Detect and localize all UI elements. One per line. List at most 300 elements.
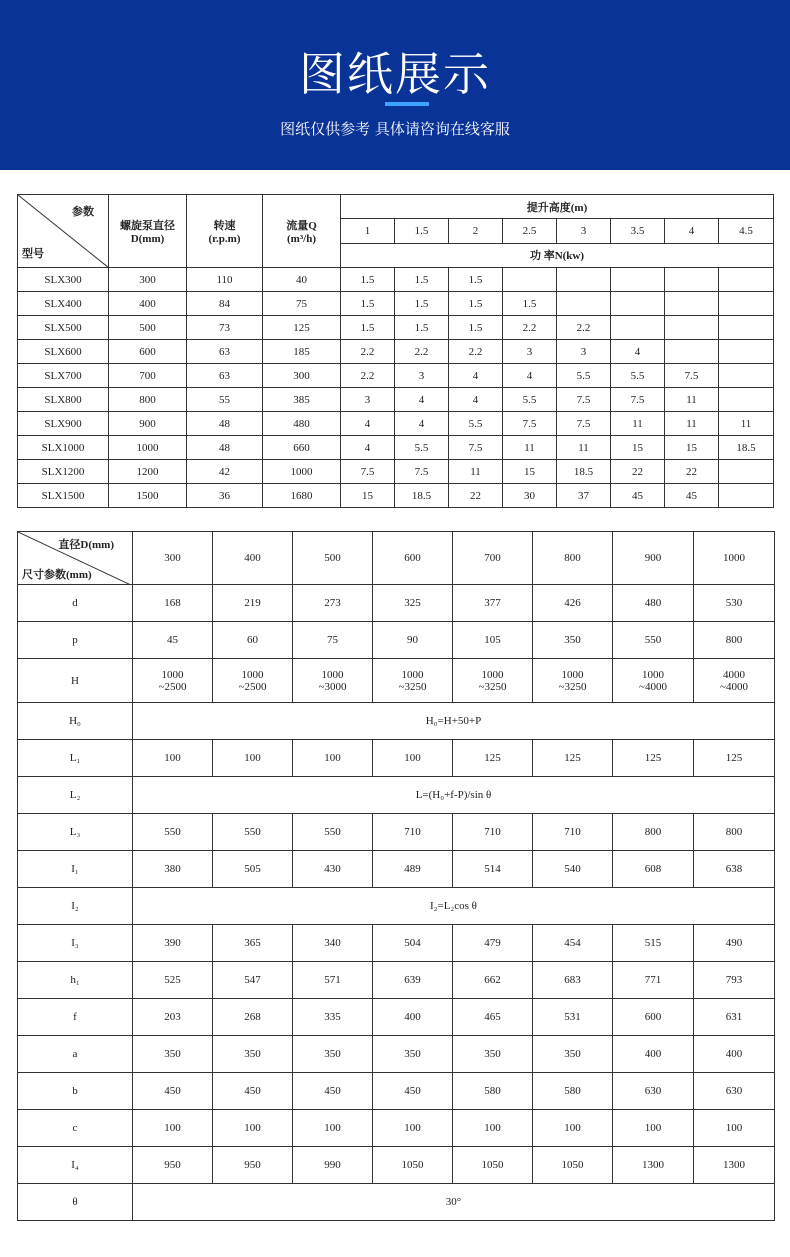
parameter-label-cell: H xyxy=(18,659,133,703)
col-diameter-label: 螺旋泵直径D(mm) xyxy=(120,220,175,245)
value-cell: 168 xyxy=(133,585,213,622)
speed-cell: 63 xyxy=(187,364,263,388)
power-cell: 4 xyxy=(341,436,395,460)
power-cell: 2.2 xyxy=(395,340,449,364)
power-cell xyxy=(611,292,665,316)
power-cell: 11 xyxy=(503,436,557,460)
power-cell: 11 xyxy=(665,388,719,412)
power-cell: 7.5 xyxy=(341,460,395,484)
power-cell: 15 xyxy=(611,436,665,460)
power-cell: 11 xyxy=(665,412,719,436)
parameter-label-cell: I₁ xyxy=(18,851,133,888)
table-row xyxy=(18,292,774,316)
parameter-label-cell: h₁ xyxy=(18,962,133,999)
value-cell: 100 xyxy=(373,740,453,777)
performance-table xyxy=(17,194,774,508)
col-flow-header xyxy=(263,195,341,268)
value-cell: 710 xyxy=(533,814,613,851)
value-cell: 480 xyxy=(613,585,694,622)
table-row xyxy=(18,364,774,388)
lift-value-cell: 2.5 xyxy=(503,219,557,243)
value-cell: 710 xyxy=(373,814,453,851)
value-cell: 273 xyxy=(293,585,373,622)
power-cell xyxy=(611,268,665,292)
formula-cell: I₂=L₂cos θ xyxy=(133,888,775,925)
value-cell: 390 xyxy=(133,925,213,962)
power-cell: 5.5 xyxy=(449,412,503,436)
power-cell xyxy=(611,316,665,340)
table-row xyxy=(18,659,775,703)
power-cell: 2.2 xyxy=(341,340,395,364)
value-cell: 350 xyxy=(453,1036,533,1073)
power-cell: 11 xyxy=(449,460,503,484)
flow-cell: 185 xyxy=(263,340,341,364)
header-banner xyxy=(0,0,790,170)
lift-value-cell: 4 xyxy=(665,219,719,243)
value-cell: 800 xyxy=(613,814,694,851)
value-cell: 514 xyxy=(453,851,533,888)
corner-bottom-label: 型号 xyxy=(22,248,44,260)
diameter-header-cell: 700 xyxy=(453,532,533,585)
power-cell: 15 xyxy=(341,484,395,508)
value-cell: 608 xyxy=(613,851,694,888)
diameter-header-cell: 400 xyxy=(213,532,293,585)
value-cell: 1000 ~2500 xyxy=(133,659,213,703)
diameter-header-cell: 500 xyxy=(293,532,373,585)
power-cell: 1.5 xyxy=(341,292,395,316)
power-cell: 7.5 xyxy=(557,412,611,436)
table-row xyxy=(18,1147,775,1184)
corner-bottom-label: 尺寸参数(mm) xyxy=(22,569,92,581)
value-cell: 990 xyxy=(293,1147,373,1184)
table-row xyxy=(18,740,775,777)
diameter-cell: 800 xyxy=(109,388,187,412)
value-cell: 550 xyxy=(613,622,694,659)
power-cell: 4 xyxy=(449,364,503,388)
table-row xyxy=(18,777,775,814)
dimension-table xyxy=(17,531,775,1221)
power-cell xyxy=(719,340,774,364)
value-cell: 550 xyxy=(133,814,213,851)
model-cell: SLX700 xyxy=(18,364,109,388)
value-cell: 550 xyxy=(293,814,373,851)
power-cell xyxy=(719,460,774,484)
value-cell: 454 xyxy=(533,925,613,962)
power-cell: 4 xyxy=(503,364,557,388)
power-cell: 1.5 xyxy=(395,292,449,316)
power-cell: 30 xyxy=(503,484,557,508)
power-cell: 22 xyxy=(611,460,665,484)
title-underline xyxy=(385,102,429,106)
parameter-label-cell: p xyxy=(18,622,133,659)
lift-value-cell: 2 xyxy=(449,219,503,243)
power-cell: 18.5 xyxy=(395,484,449,508)
table-row xyxy=(18,1073,775,1110)
power-cell: 4 xyxy=(395,412,449,436)
power-cell: 45 xyxy=(665,484,719,508)
parameter-label-cell: I₂ xyxy=(18,888,133,925)
flow-cell: 660 xyxy=(263,436,341,460)
diameter-header-cell: 1000 xyxy=(694,532,775,585)
power-cell: 4 xyxy=(341,412,395,436)
parameter-label-cell: L₃ xyxy=(18,814,133,851)
flow-cell: 1000 xyxy=(263,460,341,484)
flow-cell: 40 xyxy=(263,268,341,292)
diameter-cell: 400 xyxy=(109,292,187,316)
speed-cell: 110 xyxy=(187,268,263,292)
diameter-header-cell: 600 xyxy=(373,532,453,585)
power-cell xyxy=(719,364,774,388)
value-cell: 219 xyxy=(213,585,293,622)
table-row xyxy=(18,340,774,364)
power-cell xyxy=(665,340,719,364)
power-cell: 22 xyxy=(665,460,719,484)
value-cell: 100 xyxy=(533,1110,613,1147)
model-cell: SLX800 xyxy=(18,388,109,412)
speed-cell: 48 xyxy=(187,436,263,460)
power-cell: 3 xyxy=(341,388,395,412)
power-cell: 15 xyxy=(665,436,719,460)
value-cell: 400 xyxy=(694,1036,775,1073)
value-cell: 268 xyxy=(213,999,293,1036)
value-cell: 631 xyxy=(694,999,775,1036)
power-cell: 7.5 xyxy=(449,436,503,460)
formula-cell: 30° xyxy=(133,1184,775,1221)
value-cell: 1000 ~2500 xyxy=(213,659,293,703)
value-cell: 350 xyxy=(373,1036,453,1073)
power-cell: 7.5 xyxy=(503,412,557,436)
power-cell: 11 xyxy=(719,412,774,436)
value-cell: 490 xyxy=(694,925,775,962)
value-cell: 1050 xyxy=(373,1147,453,1184)
power-cell: 3 xyxy=(395,364,449,388)
value-cell: 335 xyxy=(293,999,373,1036)
value-cell: 771 xyxy=(613,962,694,999)
value-cell: 450 xyxy=(293,1073,373,1110)
flow-cell: 125 xyxy=(263,316,341,340)
value-cell: 400 xyxy=(373,999,453,1036)
power-cell: 45 xyxy=(611,484,665,508)
col-flow-label: 流量Q xyxy=(286,220,317,232)
value-cell: 203 xyxy=(133,999,213,1036)
value-cell: 1300 xyxy=(694,1147,775,1184)
table-row xyxy=(18,814,775,851)
flow-cell: 1680 xyxy=(263,484,341,508)
model-cell: SLX400 xyxy=(18,292,109,316)
lift-value-cell: 3 xyxy=(557,219,611,243)
value-cell: 710 xyxy=(453,814,533,851)
value-cell: 950 xyxy=(213,1147,293,1184)
corner-cell xyxy=(18,532,133,585)
power-cell: 5.5 xyxy=(557,364,611,388)
value-cell: 100 xyxy=(133,1110,213,1147)
lift-height-header: 提升高度(m) xyxy=(341,195,774,219)
power-cell: 7.5 xyxy=(611,388,665,412)
corner-cell xyxy=(18,195,109,268)
value-cell: 1000 ~3250 xyxy=(453,659,533,703)
header-row xyxy=(18,532,775,585)
value-cell: 400 xyxy=(613,1036,694,1073)
power-header: 功 率N(kw) xyxy=(341,243,774,267)
value-cell: 90 xyxy=(373,622,453,659)
power-cell: 1.5 xyxy=(449,292,503,316)
parameter-label-cell: d xyxy=(18,585,133,622)
power-cell: 1.5 xyxy=(395,268,449,292)
power-cell: 7.5 xyxy=(665,364,719,388)
diameter-cell: 1200 xyxy=(109,460,187,484)
value-cell: 100 xyxy=(213,1110,293,1147)
model-cell: SLX600 xyxy=(18,340,109,364)
value-cell: 100 xyxy=(133,740,213,777)
model-cell: SLX1000 xyxy=(18,436,109,460)
power-cell: 4 xyxy=(611,340,665,364)
value-cell: 377 xyxy=(453,585,533,622)
power-cell xyxy=(665,316,719,340)
power-cell: 3 xyxy=(503,340,557,364)
parameter-label-cell: I₄ xyxy=(18,1147,133,1184)
value-cell: 630 xyxy=(613,1073,694,1110)
table-row xyxy=(18,999,775,1036)
corner-top-label: 直径D(mm) xyxy=(58,539,114,551)
power-cell: 1.5 xyxy=(395,316,449,340)
power-cell: 7.5 xyxy=(557,388,611,412)
table-row xyxy=(18,925,775,962)
parameter-label-cell: a xyxy=(18,1036,133,1073)
value-cell: 350 xyxy=(293,1036,373,1073)
flow-cell: 300 xyxy=(263,364,341,388)
value-cell: 60 xyxy=(213,622,293,659)
table-row xyxy=(18,484,774,508)
value-cell: 580 xyxy=(533,1073,613,1110)
value-cell: 662 xyxy=(453,962,533,999)
power-cell xyxy=(719,484,774,508)
power-cell: 5.5 xyxy=(395,436,449,460)
power-cell: 2.2 xyxy=(341,364,395,388)
value-cell: 100 xyxy=(613,1110,694,1147)
diameter-cell: 500 xyxy=(109,316,187,340)
power-cell: 3 xyxy=(557,340,611,364)
value-cell: 479 xyxy=(453,925,533,962)
col-diameter-header xyxy=(109,195,187,268)
value-cell: 100 xyxy=(373,1110,453,1147)
value-cell: 325 xyxy=(373,585,453,622)
power-cell: 11 xyxy=(557,436,611,460)
value-cell: 515 xyxy=(613,925,694,962)
value-cell: 531 xyxy=(533,999,613,1036)
power-cell xyxy=(719,316,774,340)
power-cell xyxy=(719,268,774,292)
speed-cell: 55 xyxy=(187,388,263,412)
diameter-header-cell: 900 xyxy=(613,532,694,585)
value-cell: 638 xyxy=(694,851,775,888)
parameter-label-cell: H₀ xyxy=(18,703,133,740)
value-cell: 525 xyxy=(133,962,213,999)
power-cell xyxy=(719,292,774,316)
diameter-header-cell: 300 xyxy=(133,532,213,585)
value-cell: 100 xyxy=(453,1110,533,1147)
parameter-label-cell: c xyxy=(18,1110,133,1147)
value-cell: 426 xyxy=(533,585,613,622)
value-cell: 105 xyxy=(453,622,533,659)
table-row xyxy=(18,622,775,659)
flow-cell: 75 xyxy=(263,292,341,316)
power-cell: 11 xyxy=(611,412,665,436)
diameter-cell: 600 xyxy=(109,340,187,364)
flow-cell: 385 xyxy=(263,388,341,412)
value-cell: 100 xyxy=(213,740,293,777)
value-cell: 630 xyxy=(694,1073,775,1110)
formula-cell: L=(H₀+f-P)/sin θ xyxy=(133,777,775,814)
value-cell: 100 xyxy=(293,740,373,777)
value-cell: 380 xyxy=(133,851,213,888)
power-cell xyxy=(719,388,774,412)
value-cell: 350 xyxy=(533,1036,613,1073)
col-speed-label: 转速 xyxy=(213,220,236,232)
power-cell: 4 xyxy=(395,388,449,412)
model-cell: SLX1500 xyxy=(18,484,109,508)
power-cell: 1.5 xyxy=(341,268,395,292)
diameter-cell: 300 xyxy=(109,268,187,292)
value-cell: 1050 xyxy=(533,1147,613,1184)
value-cell: 465 xyxy=(453,999,533,1036)
value-cell: 540 xyxy=(533,851,613,888)
flow-cell: 480 xyxy=(263,412,341,436)
power-cell: 18.5 xyxy=(557,460,611,484)
power-cell: 1.5 xyxy=(503,292,557,316)
table-row xyxy=(18,1036,775,1073)
diameter-cell: 1500 xyxy=(109,484,187,508)
power-cell xyxy=(503,268,557,292)
table-row xyxy=(18,388,774,412)
power-cell: 2.2 xyxy=(557,316,611,340)
power-cell: 1.5 xyxy=(449,316,503,340)
power-cell: 5.5 xyxy=(503,388,557,412)
speed-cell: 36 xyxy=(187,484,263,508)
value-cell: 800 xyxy=(694,622,775,659)
power-cell: 5.5 xyxy=(611,364,665,388)
model-cell: SLX500 xyxy=(18,316,109,340)
table-row xyxy=(18,703,775,740)
lift-value-cell: 1 xyxy=(341,219,395,243)
table-row xyxy=(18,1184,775,1221)
power-cell xyxy=(557,292,611,316)
table-row xyxy=(18,316,774,340)
value-cell: 125 xyxy=(613,740,694,777)
speed-cell: 42 xyxy=(187,460,263,484)
table-row xyxy=(18,1110,775,1147)
value-cell: 1000 ~4000 xyxy=(613,659,694,703)
parameter-label-cell: L₂ xyxy=(18,777,133,814)
value-cell: 45 xyxy=(133,622,213,659)
value-cell: 489 xyxy=(373,851,453,888)
model-cell: SLX1200 xyxy=(18,460,109,484)
col-flow-unit: (m³/h) xyxy=(287,233,316,245)
value-cell: 450 xyxy=(373,1073,453,1110)
parameter-label-cell: I₃ xyxy=(18,925,133,962)
speed-cell: 84 xyxy=(187,292,263,316)
value-cell: 100 xyxy=(293,1110,373,1147)
value-cell: 340 xyxy=(293,925,373,962)
diameter-cell: 900 xyxy=(109,412,187,436)
power-cell: 15 xyxy=(503,460,557,484)
value-cell: 100 xyxy=(694,1110,775,1147)
value-cell: 450 xyxy=(213,1073,293,1110)
corner-top-label: 参数 xyxy=(72,206,94,218)
table-row xyxy=(18,436,774,460)
value-cell: 580 xyxy=(453,1073,533,1110)
diameter-header-cell: 800 xyxy=(533,532,613,585)
speed-cell: 73 xyxy=(187,316,263,340)
parameter-label-cell: θ xyxy=(18,1184,133,1221)
value-cell: 1300 xyxy=(613,1147,694,1184)
value-cell: 75 xyxy=(293,622,373,659)
value-cell: 600 xyxy=(613,999,694,1036)
table-row xyxy=(18,851,775,888)
table-row xyxy=(18,268,774,292)
power-cell xyxy=(557,268,611,292)
model-cell: SLX900 xyxy=(18,412,109,436)
value-cell: 505 xyxy=(213,851,293,888)
value-cell: 430 xyxy=(293,851,373,888)
value-cell: 125 xyxy=(533,740,613,777)
speed-cell: 48 xyxy=(187,412,263,436)
value-cell: 1000 ~3250 xyxy=(373,659,453,703)
diameter-cell: 700 xyxy=(109,364,187,388)
header-row xyxy=(18,195,774,219)
parameter-label-cell: b xyxy=(18,1073,133,1110)
power-cell: 1.5 xyxy=(341,316,395,340)
value-cell: 530 xyxy=(694,585,775,622)
table-row xyxy=(18,412,774,436)
value-cell: 1000 ~3000 xyxy=(293,659,373,703)
power-cell: 1.5 xyxy=(449,268,503,292)
page-title: 图纸展示 xyxy=(299,47,491,101)
parameter-label-cell: L₁ xyxy=(18,740,133,777)
power-cell: 2.2 xyxy=(503,316,557,340)
value-cell: 1050 xyxy=(453,1147,533,1184)
value-cell: 550 xyxy=(213,814,293,851)
value-cell: 793 xyxy=(694,962,775,999)
lift-value-cell: 4.5 xyxy=(719,219,774,243)
value-cell: 571 xyxy=(293,962,373,999)
page-subtitle: 图纸仅供参考 具体请咨询在线客服 xyxy=(280,120,510,138)
value-cell: 4000 ~4000 xyxy=(694,659,775,703)
power-cell: 22 xyxy=(449,484,503,508)
value-cell: 350 xyxy=(213,1036,293,1073)
value-cell: 350 xyxy=(533,622,613,659)
lift-value-cell: 1.5 xyxy=(395,219,449,243)
power-cell: 4 xyxy=(449,388,503,412)
value-cell: 547 xyxy=(213,962,293,999)
power-cell xyxy=(665,292,719,316)
value-cell: 1000 ~3250 xyxy=(533,659,613,703)
value-cell: 950 xyxy=(133,1147,213,1184)
value-cell: 683 xyxy=(533,962,613,999)
value-cell: 350 xyxy=(133,1036,213,1073)
parameter-label-cell: f xyxy=(18,999,133,1036)
power-cell: 37 xyxy=(557,484,611,508)
power-cell: 7.5 xyxy=(395,460,449,484)
col-speed-header xyxy=(187,195,263,268)
diameter-cell: 1000 xyxy=(109,436,187,460)
table-row xyxy=(18,460,774,484)
model-cell: SLX300 xyxy=(18,268,109,292)
value-cell: 125 xyxy=(694,740,775,777)
power-cell xyxy=(665,268,719,292)
table-row xyxy=(18,585,775,622)
lift-value-cell: 3.5 xyxy=(611,219,665,243)
table-row xyxy=(18,888,775,925)
